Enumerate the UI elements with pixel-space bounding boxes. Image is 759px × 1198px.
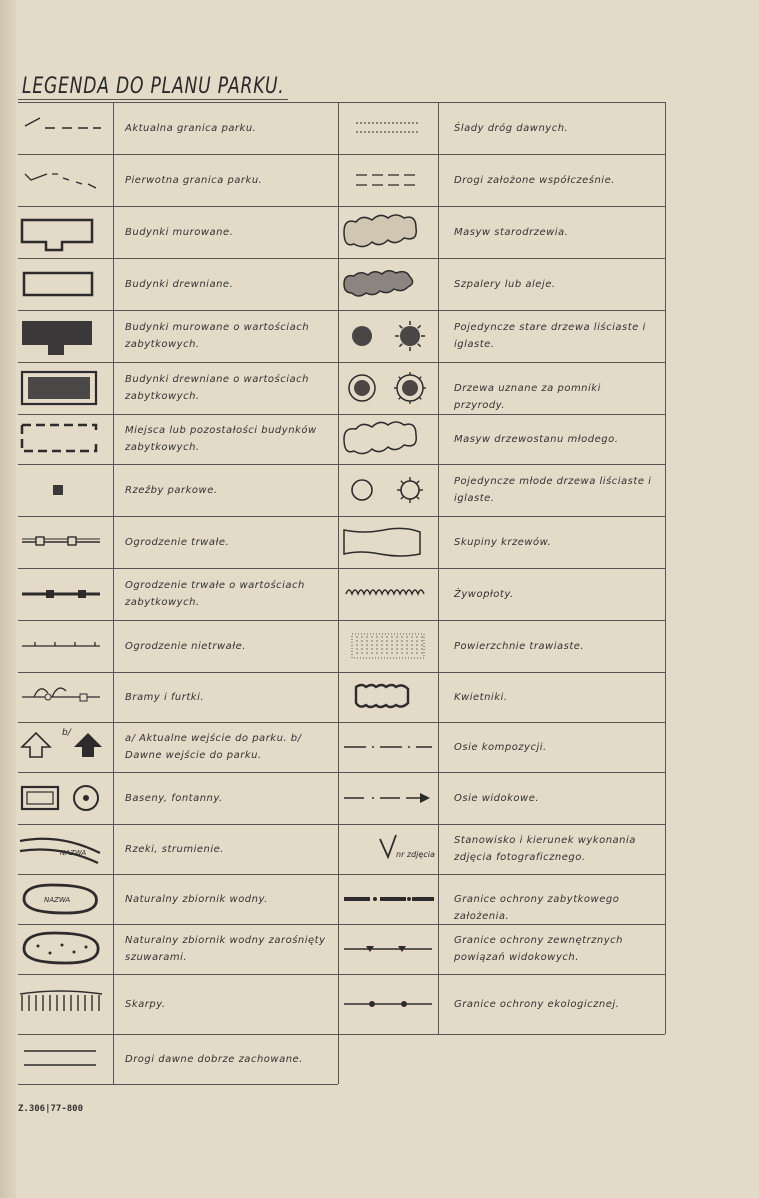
lawn-dot	[391, 652, 392, 653]
row-divider	[18, 414, 665, 415]
conifer-spike	[418, 344, 421, 347]
lawn-dot	[376, 636, 377, 637]
legend-right-label: Ślady dróg dawnych.	[454, 122, 569, 134]
paper-edge	[0, 0, 16, 1198]
lawn-dot	[371, 640, 372, 641]
lawn-dot	[401, 636, 402, 637]
lawn-dot	[401, 640, 402, 641]
lawn-dot	[416, 648, 417, 649]
row-divider	[18, 516, 665, 517]
historic-wooden-building-outer	[22, 372, 96, 404]
lawn-dot	[406, 648, 407, 649]
monument-tree-core	[402, 380, 418, 396]
current-entrance-arrow-icon	[22, 733, 50, 757]
entrance-b-label: b/	[62, 728, 71, 738]
lawn-dot	[396, 652, 397, 653]
lawn-dot	[356, 636, 357, 637]
legend-left-label: a/ Aktualne wejście do parku. b/ Dawne wejście do parku.	[125, 733, 302, 761]
lawn-dot	[386, 636, 387, 637]
conifer-spike	[399, 397, 401, 399]
lawn-dot	[376, 644, 377, 645]
column-divider	[438, 102, 439, 1034]
lawn-dot	[411, 636, 412, 637]
legend-left-label: Ogrodzenie trwałe.	[125, 536, 230, 548]
lawn-dot	[366, 640, 367, 641]
lawn-dot	[416, 640, 417, 641]
temporary-fence-symbol	[22, 642, 100, 646]
legend-right-label: Osie widokowe.	[454, 792, 540, 804]
legend-left-label: Naturalny zbiornik wodny zarośnięty szuwarami.	[125, 935, 326, 963]
old-deciduous-tree-icon	[352, 326, 372, 346]
fountain-icon	[74, 786, 98, 810]
lawn-dot	[391, 644, 392, 645]
legend-left-label: Rzeźby parkowe.	[125, 484, 218, 496]
lawn-dot	[411, 640, 412, 641]
lawn-dot	[361, 644, 362, 645]
legend-right-label: Skupiny krzewów.	[454, 536, 552, 548]
reed-dot	[85, 946, 88, 949]
reed-dot	[61, 944, 64, 947]
lawn-dot	[376, 652, 377, 653]
lawn-dot	[391, 636, 392, 637]
conifer-spike	[416, 481, 419, 484]
lawn-dot	[416, 636, 417, 637]
lawn-dot	[411, 644, 412, 645]
legend-left-label: Bramy i furtki.	[125, 691, 205, 703]
conifer-spike	[419, 377, 421, 379]
legend-left-label: Baseny, fontanny.	[125, 792, 223, 804]
flowerbed-symbol	[356, 685, 408, 707]
lawn-dot	[371, 644, 372, 645]
lawn-dot	[391, 640, 392, 641]
lawn-dot	[406, 640, 407, 641]
lawn-dot	[396, 636, 397, 637]
gate-post-symbol	[45, 694, 51, 700]
young-tree-mass-symbol	[344, 422, 416, 454]
lawn-dot	[366, 652, 367, 653]
row-divider	[18, 102, 665, 103]
row-divider	[18, 772, 665, 773]
boundary-triangle	[366, 946, 406, 952]
lawn-dot	[406, 636, 407, 637]
lawn-dot	[371, 636, 372, 637]
boundary-dot	[401, 1001, 407, 1007]
gate-symbol	[22, 688, 100, 697]
fountain-centre	[83, 795, 89, 801]
title-underline	[18, 99, 288, 100]
legend-left-label: Drogi dawne dobrze zachowane.	[125, 1053, 303, 1065]
fence-post-symbol	[36, 537, 44, 545]
pond-symbol	[24, 885, 96, 913]
row-divider	[18, 1084, 338, 1085]
legend-left-label: Skarpy.	[125, 998, 166, 1010]
lawn-dot	[361, 640, 362, 641]
lawn-dot	[386, 640, 387, 641]
river-name-label: NAZWA	[60, 849, 87, 857]
lawn-dot	[416, 652, 417, 653]
lawn-dot	[356, 640, 357, 641]
reed-dot	[49, 952, 52, 955]
lawn-dot	[396, 644, 397, 645]
row-divider	[18, 154, 665, 155]
monument-deciduous-tree-icon	[349, 375, 375, 401]
row-divider	[18, 874, 665, 875]
legend-left-label: Rzeki, strumienie.	[125, 843, 224, 855]
lawn-dot	[366, 636, 367, 637]
legend-right-label: Osie kompozycji.	[454, 741, 547, 753]
row-divider	[18, 206, 665, 207]
lawn-dot	[416, 644, 417, 645]
lawn-dot	[386, 652, 387, 653]
legend-right-label: Granice ochrony zabytkowego założenia.	[454, 893, 620, 922]
monument-conifer-tree-icon	[397, 375, 423, 401]
legend-left-label: Ogrodzenie nietrwałe.	[125, 640, 246, 652]
conifer-spike	[399, 377, 401, 379]
lawn-dot	[381, 652, 382, 653]
row-divider	[18, 362, 665, 363]
former-entrance-arrow-icon	[74, 733, 102, 757]
fence-post-symbol	[46, 590, 54, 598]
conifer-spike	[399, 344, 402, 347]
legend-left-label: Budynki drewniane o wartościach zabytkowych.	[125, 374, 309, 402]
legend-right-label: Kwietniki.	[454, 691, 508, 703]
legend-right-label: Masyw drzewostanu młodego.	[454, 433, 619, 445]
lawn-dot	[371, 652, 372, 653]
photo-position-symbol	[380, 835, 396, 857]
historic-wooden-building-inner	[28, 377, 90, 399]
conifer-spike	[401, 481, 404, 484]
lawn-dot	[401, 644, 402, 645]
lawn-dot	[401, 648, 402, 649]
shrub-group-symbol	[344, 528, 420, 556]
lawn-dot	[421, 648, 422, 649]
lawn-dot	[381, 648, 382, 649]
lawn-dot	[421, 652, 422, 653]
legend-right-label: Żywopłoty.	[454, 588, 514, 600]
conifer-spike	[401, 496, 404, 499]
modern-road-symbol	[356, 175, 420, 185]
lawn-dot	[366, 644, 367, 645]
lawn-dot	[381, 640, 382, 641]
legend-right-label: Pojedyncze stare drzewa liściaste i iglaste.	[454, 322, 646, 350]
row-divider	[18, 568, 665, 569]
lawn-dot	[421, 636, 422, 637]
sculpture-symbol	[53, 485, 63, 495]
brick-building-symbol	[22, 220, 92, 250]
legend-right-label: Masyw starodrzewia.	[454, 226, 569, 238]
ruins-symbol	[22, 425, 96, 451]
reed-dot	[37, 945, 40, 948]
fence-post-symbol	[68, 537, 76, 545]
legend-left-label: Pierwotna granica parku.	[125, 174, 263, 186]
legend-left-label: Ogrodzenie trwałe o wartościach zabytkowych.	[125, 580, 305, 608]
boundary-dot	[373, 897, 377, 901]
lawn-dot	[356, 644, 357, 645]
legend-right-label: Drogi założone współcześnie.	[454, 174, 615, 186]
lawn-dot	[421, 640, 422, 641]
lawn-dot	[411, 648, 412, 649]
fence-post-symbol	[78, 590, 86, 598]
row-divider	[18, 310, 665, 311]
lawn-dot	[421, 644, 422, 645]
hedge-symbol	[346, 590, 424, 594]
lawn-dot	[376, 640, 377, 641]
legend-left-label: Naturalny zbiornik wodny.	[125, 893, 268, 905]
conifer-spike	[399, 325, 402, 328]
historic-brick-building-symbol	[22, 321, 92, 355]
column-divider	[665, 102, 666, 1034]
column-divider	[338, 102, 339, 1084]
lawn-dot	[386, 648, 387, 649]
historic-road-symbol	[24, 1051, 96, 1065]
legend-right-label: Powierzchnie trawiaste.	[454, 640, 585, 652]
boundary-dot	[369, 1001, 375, 1007]
conifer-spike	[418, 325, 421, 328]
slope-symbol	[20, 991, 102, 994]
legend-right-label: Pojedyncze młode drzewa liściaste i iglaste.	[454, 476, 652, 504]
legend-right-label: Szpalery lub aleje.	[454, 278, 556, 290]
lawn-dot	[381, 636, 382, 637]
legend-left-label: Budynki murowane.	[125, 226, 234, 238]
conifer-spike	[416, 496, 419, 499]
legend-right-label: Granice ochrony ekologicznej.	[454, 998, 620, 1010]
lawn-dot	[361, 652, 362, 653]
lawn-dot	[361, 636, 362, 637]
lawn-dot	[401, 652, 402, 653]
reed-pond-symbol	[24, 933, 98, 963]
legend-left-label: Miejsca lub pozostałości budynków zabytkowych.	[125, 425, 317, 453]
legend-right-label: Granice ochrony zewnętrznych powiązań widokowych.	[454, 935, 623, 963]
lawn-dot	[386, 644, 387, 645]
wooden-building-symbol	[24, 273, 92, 295]
pool-symbol	[22, 787, 58, 809]
legend-left-label: Budynki drewniane.	[125, 278, 234, 290]
row-divider	[18, 1034, 665, 1035]
column-divider	[113, 102, 114, 1084]
original-boundary-symbol	[25, 174, 96, 188]
reed-dot	[73, 951, 76, 954]
lawn-dot	[366, 648, 367, 649]
row-divider	[18, 620, 665, 621]
legend-right-label: Drzewa uznane za pomniki przyrody.	[454, 382, 601, 411]
legend-left-label: Aktualna granica parku.	[125, 122, 257, 134]
lawn-symbol	[352, 634, 424, 658]
pond-name-label: NAZWA	[44, 896, 71, 904]
gate-post-symbol	[80, 694, 87, 701]
lawn-dot	[391, 648, 392, 649]
river-symbol	[20, 839, 100, 863]
lawn-dot	[371, 648, 372, 649]
pool-inner-symbol	[27, 792, 53, 804]
lawn-dot	[406, 652, 407, 653]
lawn-dot	[411, 652, 412, 653]
row-divider	[18, 464, 665, 465]
boundary-dot	[407, 897, 411, 901]
young-deciduous-tree-icon	[352, 480, 372, 500]
legend-left-label: Budynki murowane o wartościach zabytkowych.	[125, 322, 310, 350]
tree-alley-symbol	[344, 271, 413, 296]
lawn-dot	[376, 648, 377, 649]
row-divider	[18, 258, 665, 259]
conifer-spike	[419, 397, 421, 399]
row-divider	[18, 824, 665, 825]
row-divider	[18, 722, 665, 723]
lawn-dot	[396, 640, 397, 641]
lawn-dot	[396, 648, 397, 649]
lawn-dot	[381, 644, 382, 645]
legend-title: LEGENDA DO PLANU PARKU.	[22, 74, 285, 99]
old-conifer-tree-icon	[400, 326, 420, 346]
lawn-dot	[356, 652, 357, 653]
row-divider	[18, 974, 665, 975]
lawn-dot	[356, 648, 357, 649]
current-boundary-symbol	[25, 118, 101, 128]
photo-number-label: nr zdjęcia	[396, 850, 435, 859]
legend-right-label: Stanowisko i kierunek wykonania zdjęcia fotograficznego.	[454, 835, 636, 863]
old-tree-mass-symbol	[344, 215, 416, 247]
footer-code: Z.306|77-800	[18, 1104, 84, 1114]
lawn-dot	[406, 644, 407, 645]
monument-tree-core	[354, 380, 370, 396]
young-conifer-tree-icon	[401, 481, 419, 499]
view-axis-arrow-icon	[420, 793, 430, 803]
row-divider	[18, 672, 665, 673]
old-road-traces-symbol	[356, 123, 420, 132]
lawn-dot	[361, 648, 362, 649]
